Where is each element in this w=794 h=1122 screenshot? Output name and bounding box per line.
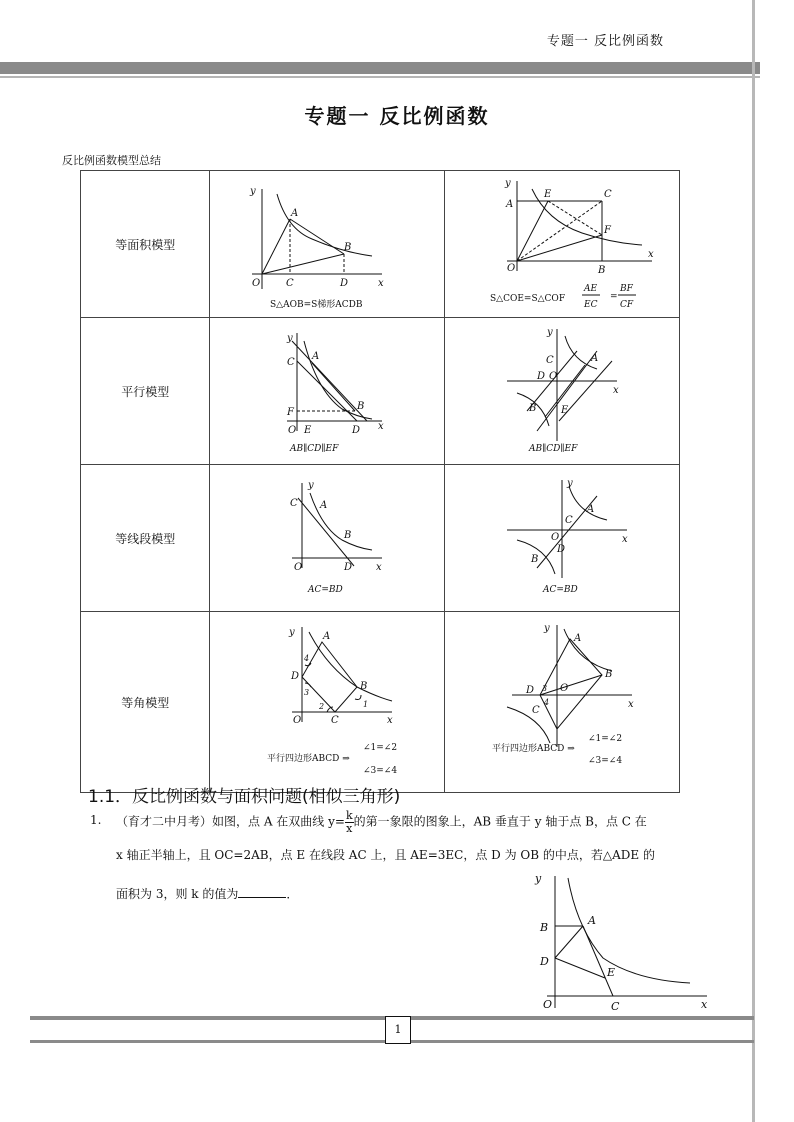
caption: AC=BD	[543, 585, 578, 595]
ratio-den-1: EC	[584, 300, 598, 310]
model-name: 等线段模型	[81, 465, 210, 612]
question-line-1	[116, 810, 647, 834]
label-B: B	[344, 242, 352, 253]
label-A: A	[506, 199, 514, 210]
ratio-num-1: AE	[584, 284, 598, 294]
ratio-den-2: CF	[620, 300, 634, 310]
label-B: B	[531, 554, 539, 565]
label-D: D	[352, 425, 361, 436]
label-y: y	[308, 480, 314, 491]
page-number: 1	[385, 1016, 411, 1044]
label-A: A	[312, 351, 320, 362]
equal-angle-figure-2	[462, 617, 662, 787]
label-O: O	[551, 532, 560, 543]
label-y: y	[289, 627, 295, 638]
label-B: B	[357, 401, 365, 412]
label-x: x	[701, 998, 708, 1011]
label-C: C	[611, 1000, 620, 1013]
model-summary-table	[80, 170, 680, 793]
angle-4: 4	[544, 698, 550, 707]
caption-right-2: ∠3=∠4	[363, 766, 398, 776]
equal-segment-figure-2	[467, 468, 657, 608]
figure-cell	[445, 465, 680, 612]
running-header: 专题一 反比例函数	[546, 34, 664, 49]
label-E: E	[561, 405, 569, 416]
equal-segment-figure-1	[232, 468, 422, 608]
question-text-part: 面积为 3，则 k 的值为	[116, 887, 239, 901]
label-D: D	[291, 671, 300, 682]
page-title: 专题一 反比例函数	[304, 104, 490, 128]
label-x: x	[648, 249, 654, 260]
fraction-k-over-x	[345, 810, 354, 834]
question-figure	[525, 868, 715, 1013]
label-x: x	[387, 715, 393, 726]
label-D: D	[526, 685, 535, 696]
label-B: B	[529, 403, 537, 414]
equal-area-figure-2	[452, 171, 672, 317]
table-row	[81, 612, 680, 793]
label-F: F	[287, 407, 295, 418]
frac-numerator: k	[345, 809, 353, 822]
question-line-3	[116, 888, 298, 900]
label-x: x	[378, 421, 384, 432]
label-y: y	[535, 872, 542, 885]
caption-left: 平行四边形ABCD ⇒	[492, 744, 575, 754]
scan-edge-line	[752, 0, 755, 1122]
caption: AC=BD	[308, 585, 344, 595]
label-O: O	[507, 263, 516, 274]
caption: S△COE=S△COF	[490, 294, 566, 304]
label-y: y	[250, 186, 256, 197]
header-rule	[0, 62, 760, 74]
question-text-part: ．	[286, 887, 299, 901]
label-A: A	[291, 208, 299, 219]
ratio-num-2: BF	[620, 284, 633, 294]
label-x: x	[376, 562, 382, 573]
parallel-figure-1	[232, 321, 422, 461]
label-B: B	[540, 921, 549, 934]
label-x: x	[622, 534, 628, 545]
section-heading: 1.1．反比例函数与面积问题(相似三角形)	[88, 787, 401, 807]
label-y: y	[505, 178, 511, 189]
table-row	[81, 171, 680, 318]
label-A: A	[591, 353, 599, 364]
label-C: C	[604, 189, 612, 200]
label-D: D	[540, 955, 549, 968]
label-O: O	[543, 998, 553, 1011]
label-D: D	[537, 371, 546, 382]
section-label: 反比例函数模型总结	[62, 154, 161, 167]
label-O: O	[560, 683, 569, 694]
frac-denominator: x	[346, 821, 353, 835]
table-row	[81, 465, 680, 612]
label-A: A	[320, 500, 328, 511]
label-C: C	[286, 278, 294, 289]
angle-2: 2	[319, 702, 325, 711]
label-D: D	[344, 562, 353, 573]
label-B: B	[360, 681, 368, 692]
caption: AB∥CD∥EF	[529, 444, 578, 454]
label-E: E	[607, 966, 616, 979]
angle-3: 3	[304, 688, 310, 697]
label-y: y	[544, 623, 550, 634]
label-O: O	[288, 425, 297, 436]
label-O: O	[549, 371, 558, 382]
label-O: O	[252, 278, 261, 289]
question-line-2: x 轴正半轴上，且 OC=2AB，点 E 在线段 AC 上，且 AE=3EC，点 D 为 OB 的中点，若△ADE 的	[116, 848, 655, 862]
question-text-part: （育才二中月考）如图，点 A 在双曲线 y=	[116, 814, 345, 829]
parallel-figure-2	[467, 321, 657, 461]
equal-angle-figure-1	[227, 617, 427, 787]
label-E: E	[304, 425, 312, 436]
label-F: F	[604, 225, 612, 236]
angle-3: 3	[542, 684, 548, 693]
label-C: C	[546, 355, 554, 366]
caption-right-1: ∠1=∠2	[588, 734, 623, 744]
angle-4: 4	[304, 654, 310, 663]
caption: AB∥CD∥EF	[290, 444, 339, 454]
label-A: A	[588, 914, 596, 927]
label-y: y	[287, 333, 293, 344]
label-y: y	[547, 327, 553, 338]
equal-area-figure-1	[232, 174, 422, 314]
label-E: E	[544, 189, 552, 200]
model-name: 等角模型	[81, 612, 210, 793]
figure-cell	[210, 171, 445, 318]
label-y: y	[567, 478, 573, 489]
svg-text:=: =	[610, 292, 618, 302]
label-C: C	[565, 515, 573, 526]
label-O: O	[294, 562, 303, 573]
label-A: A	[587, 504, 595, 515]
label-C: C	[532, 705, 540, 716]
label-x: x	[378, 278, 384, 289]
question-text-part: 的第一象限的图象上，AB 垂直于 y 轴于点 B，点 C 在	[353, 814, 647, 829]
figure-cell	[210, 465, 445, 612]
header-rule-thin	[0, 76, 760, 78]
label-C: C	[287, 357, 295, 368]
label-B: B	[344, 530, 352, 541]
label-B: B	[605, 669, 613, 680]
model-name: 平行模型	[81, 318, 210, 465]
figure-cell	[445, 612, 680, 793]
caption-right-2: ∠3=∠4	[588, 756, 623, 766]
caption: S△AOB=S梯形ACDB	[270, 300, 363, 310]
label-x: x	[613, 385, 619, 396]
label-B: B	[598, 265, 606, 276]
figure-cell	[445, 171, 680, 318]
figure-cell	[210, 612, 445, 793]
label-C: C	[290, 498, 298, 509]
label-A: A	[323, 631, 331, 642]
caption-left: 平行四边形ABCD ⇒	[267, 754, 351, 764]
label-x: x	[628, 699, 634, 710]
answer-blank[interactable]	[238, 897, 286, 898]
label-D: D	[340, 278, 349, 289]
label-D: D	[557, 544, 566, 555]
label-O: O	[293, 715, 302, 726]
table-row	[81, 318, 680, 465]
angle-1: 1	[363, 700, 369, 709]
figure-cell	[210, 318, 445, 465]
label-A: A	[574, 633, 582, 644]
question-number: 1.	[90, 813, 102, 827]
figure-cell	[445, 318, 680, 465]
label-C: C	[331, 715, 339, 726]
model-name: 等面积模型	[81, 171, 210, 318]
caption-right-1: ∠1=∠2	[363, 743, 398, 753]
